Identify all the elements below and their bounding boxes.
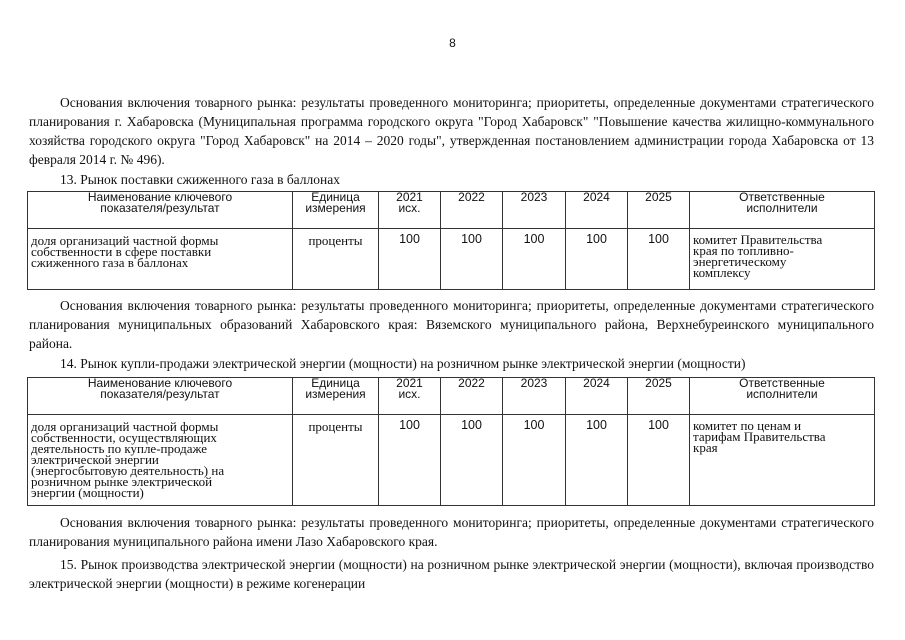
- value-2024: 100: [566, 415, 628, 506]
- indicator-cell: доля организаций частной формы собственности в сфере поставки сжиженного газа в баллонах: [28, 229, 293, 290]
- table-header-row: [28, 192, 875, 229]
- page-number: 8: [449, 36, 456, 50]
- responsible-cell: комитет Правительства края по топливно- энергетическому комплексу: [690, 229, 875, 290]
- table-section-13: [27, 191, 875, 290]
- header-2023: 2023: [503, 192, 566, 229]
- paragraph-basis-2: Основания включения товарного рынка: результаты проведенного мониторинга; приоритеты, определенные документами стратегического планирования муниципальных образований Хабаровского края: Вяземского муниципального района, Верхнебуреинского муниципального района.: [29, 298, 874, 351]
- value-2024: 100: [566, 229, 628, 290]
- header-2025: 2025: [628, 378, 690, 415]
- header-responsible: Ответственные исполнители: [690, 192, 875, 229]
- header-2023: 2023: [503, 378, 566, 415]
- header-2024: 2024: [566, 192, 628, 229]
- unit-cell: проценты: [293, 229, 379, 290]
- section-heading-14: 14. Рынок купли-продажи электрической энергии (мощности) на розничном рынке электрической энергии (мощности): [60, 356, 746, 371]
- table-row: [28, 415, 875, 506]
- value-2025: 100: [628, 229, 690, 290]
- paragraph-basis-1: Основания включения товарного рынка: результаты проведенного мониторинга; приоритеты, определенные документами стратегического планирования г. Хабаровска (Муниципальная программа городского округа "Город Хабаровск" "Повышение качества жилищно-коммунального хозяйства городского округа "Город Хабаровск" на 2014 – 2020 годы", утвержденная постановлением администрации города Хабаровска от 13 февраля 2014 г. № 496).: [29, 95, 874, 167]
- section-heading-15: 15. Рынок производства электрической энергии (мощности) на розничном рынке электрической энергии (мощности), включая производство электрической энергии (мощности) в режиме когенерации: [29, 557, 874, 591]
- header-unit: Единица измерения: [293, 378, 379, 415]
- value-2023: 100: [503, 229, 566, 290]
- header-2022: 2022: [441, 192, 503, 229]
- value-2022: 100: [441, 229, 503, 290]
- unit-cell: проценты: [293, 415, 379, 506]
- header-indicator: Наименование ключевого показателя/результат: [28, 192, 293, 229]
- responsible-cell: комитет по ценам и тарифам Правительства края: [690, 415, 875, 506]
- header-2021: 2021 исх.: [379, 192, 441, 229]
- paragraph-basis-3: Основания включения товарного рынка: результаты проведенного мониторинга; приоритеты, определенные документами стратегического планирования муниципального района имени Лазо Хабаровского края.: [29, 515, 874, 549]
- header-2021: 2021 исх.: [379, 378, 441, 415]
- table-header-row: [28, 378, 875, 415]
- value-2023: 100: [503, 415, 566, 506]
- header-indicator: Наименование ключевого показателя/результат: [28, 378, 293, 415]
- header-responsible: Ответственные исполнители: [690, 378, 875, 415]
- value-2021: 100: [379, 415, 441, 506]
- indicator-cell: доля организаций частной формы собственности, осуществляющих деятельность по купле-продаже электрической энергии (энергосбытовую деятельность) на розничном рынке электрической энергии (мощности): [28, 415, 293, 506]
- header-unit: Единица измерения: [293, 192, 379, 229]
- header-2022: 2022: [441, 378, 503, 415]
- header-2024: 2024: [566, 378, 628, 415]
- value-2022: 100: [441, 415, 503, 506]
- table-row: [28, 229, 875, 290]
- section-heading-13: 13. Рынок поставки сжиженного газа в баллонах: [60, 172, 340, 187]
- header-2025: 2025: [628, 192, 690, 229]
- value-2021: 100: [379, 229, 441, 290]
- value-2025: 100: [628, 415, 690, 506]
- table-section-14: [27, 377, 875, 506]
